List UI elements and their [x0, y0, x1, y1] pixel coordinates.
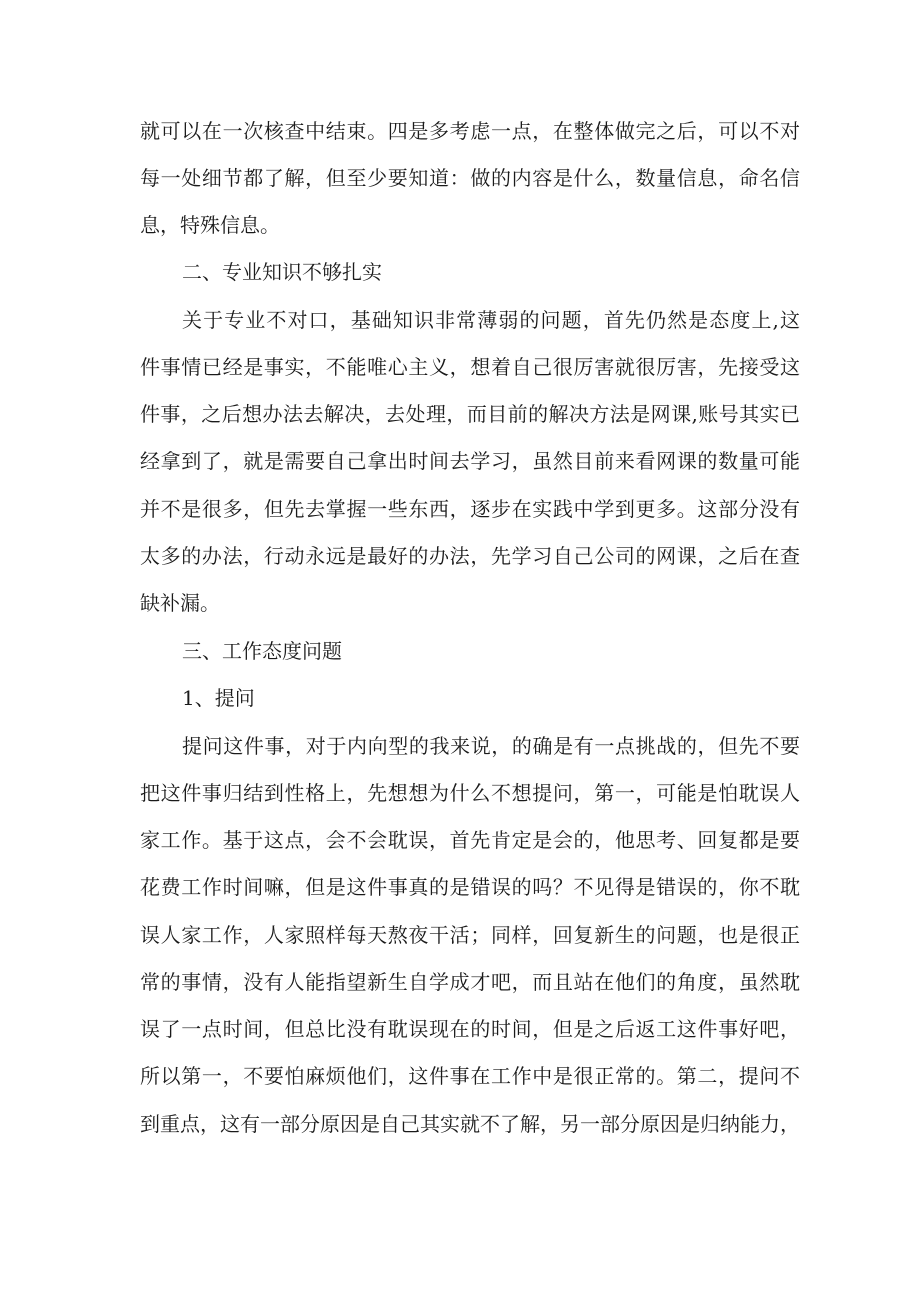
- paragraph-line: 关于专业不对口，基础知识非常薄弱的问题，首先仍然是态度上,这: [182, 308, 800, 332]
- paragraph-line: 家工作。基于这点，会不会耽误，首先肯定是会的，他思考、回复都是要: [140, 828, 800, 852]
- paragraph-line: 误了一点时间，但总比没有耽误现在的时间，但是之后返工这件事好吧，: [140, 1017, 800, 1041]
- paragraph-line: 并不是很多，但先去掌握一些东西，逐步在实践中学到更多。这部分没有: [140, 497, 800, 521]
- section-heading: 三、工作态度问题: [182, 639, 342, 663]
- paragraph-line: 经拿到了，就是需要自己拿出时间去学习，虽然目前来看网课的数量可能: [140, 449, 800, 473]
- paragraph-line: 缺补漏。: [140, 591, 220, 615]
- paragraph-line: 到重点，这有一部分原因是自己其实就不了解，另一部分原因是归纳能力，: [140, 1112, 800, 1136]
- paragraph-line: 常的事情，没有人能指望新生自学成才吧，而且站在他们的角度，虽然耽: [140, 970, 800, 994]
- paragraph-line: 件事，之后想办法去解决，去处理，而目前的解决方法是网课,账号其实已: [140, 402, 800, 426]
- subsection-heading: 1、提问: [182, 686, 255, 710]
- paragraph-line: 误人家工作，人家照样每天熬夜干活；同样，回复新生的问题，也是很正: [140, 923, 800, 947]
- paragraph-line: 每一处细节都了解，但至少要知道：做的内容是什么，数量信息，命名信: [140, 166, 800, 190]
- paragraph-line: 就可以在一次核查中结束。四是多考虑一点，在整体做完之后，可以不对: [140, 119, 800, 143]
- paragraph-line: 花费工作时间嘛，但是这件事真的是错误的吗？不见得是错误的，你不耽: [140, 875, 800, 899]
- paragraph-line: 太多的办法，行动永远是最好的办法，先学习自己公司的网课，之后在查: [140, 544, 800, 568]
- paragraph-line: 件事情已经是事实，不能唯心主义，想着自己很厉害就很厉害，先接受这: [140, 355, 800, 379]
- paragraph-line: 所以第一，不要怕麻烦他们，这件事在工作中是很正常的。第二，提问不: [140, 1064, 800, 1088]
- paragraph-line: 息，特殊信息。: [140, 213, 280, 237]
- section-heading: 二、专业知识不够扎实: [182, 260, 382, 284]
- paragraph-line: 提问这件事，对于内向型的我来说，的确是有一点挑战的，但先不要: [182, 734, 800, 758]
- paragraph-line: 把这件事归结到性格上，先想想为什么不想提问，第一，可能是怕耽误人: [140, 781, 800, 805]
